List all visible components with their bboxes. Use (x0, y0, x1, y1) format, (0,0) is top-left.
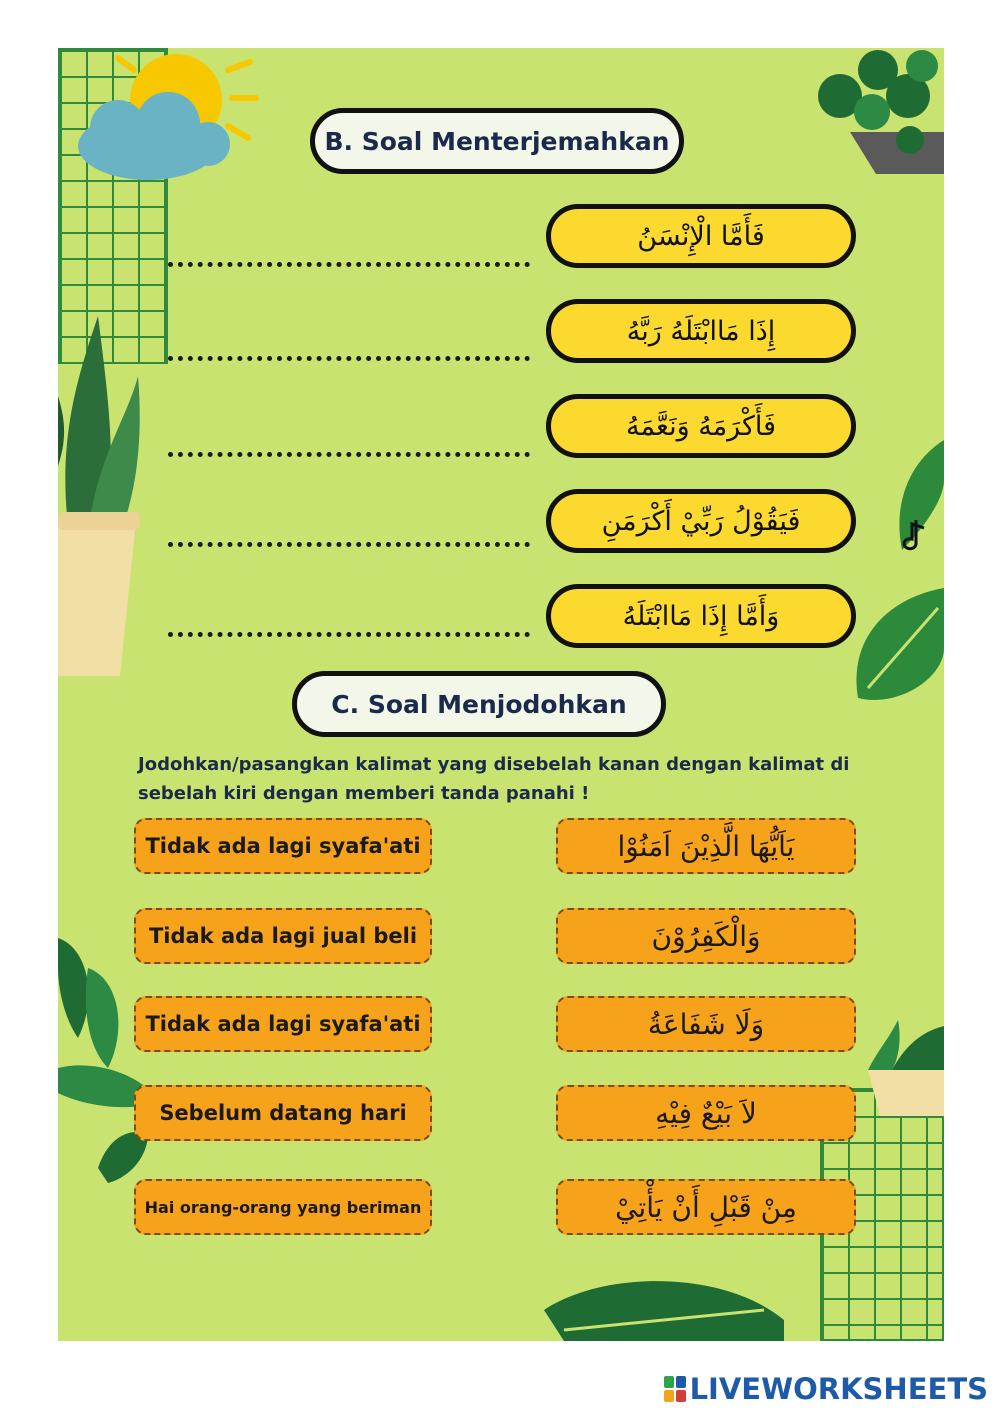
section-c-title: C. Soal Menjodohkan (292, 671, 666, 737)
match-left-2[interactable]: Tidak ada lagi jual beli (134, 908, 432, 964)
liveworksheets-logo (664, 1372, 988, 1406)
match-left-1[interactable]: Tidak ada lagi syafa'ati (134, 818, 432, 874)
match-right-3[interactable]: وَلَا شَفَاعَةُ (556, 996, 856, 1052)
liveworksheets-logo-icon (664, 1376, 686, 1402)
match-right-1[interactable]: يَاَيُّهَا الَّذِيْنَ اَمَنُوْا (556, 818, 856, 874)
instruction-text (138, 750, 858, 808)
answer-line-1[interactable] (168, 262, 530, 267)
arabic-phrase-4: فَيَقُوْلُ رَبِّيْ أَكْرَمَنِ (546, 489, 856, 553)
brand-name: LIVEWORKSHEETS (689, 1372, 988, 1406)
instruction-line-2: sebelah kiri dengan memberi tanda panahi ! (138, 783, 590, 804)
arabic-phrase-3: فَأَكْرَمَهُ وَنَعَّمَهُ (546, 394, 856, 458)
answer-line-4[interactable] (168, 542, 530, 547)
answer-line-2[interactable] (168, 356, 530, 361)
bottom-leaf-icon (544, 1270, 784, 1341)
snake-plant-icon (58, 316, 148, 676)
section-b-title: B. Soal Menterjemahkan (310, 108, 684, 174)
arabic-phrase-5: وَأَمَّا إِذَا مَاابْتَلَهُ (546, 584, 856, 648)
leafy-plant-icon (58, 928, 168, 1188)
small-pot-plant-icon (858, 1020, 944, 1120)
match-left-3[interactable]: Tidak ada lagi syafa'ati (134, 996, 432, 1052)
answer-line-3[interactable] (168, 452, 530, 457)
worksheet-page (58, 48, 944, 1341)
potted-plant-icon (810, 48, 944, 188)
sun-cloud-icon (58, 48, 268, 198)
arabic-phrase-1: فَأَمَّا الْإِنْسَنُ (546, 204, 856, 268)
arabic-phrase-2: إِذَا مَاابْتَلَهُ رَبَّهُ (546, 299, 856, 363)
match-right-5[interactable]: مِنْ قَبْلِ أَنْ يَأْتِيْ (556, 1179, 856, 1235)
answer-line-5[interactable] (168, 632, 530, 637)
match-right-4[interactable]: لاَ بَيْعٌ فِيْهِ (556, 1085, 856, 1141)
match-left-5[interactable]: Hai orang-orang yang beriman (134, 1179, 432, 1235)
instruction-line-1: Jodohkan/pasangkan kalimat yang disebelah kanan dengan kalimat di (138, 754, 850, 775)
match-right-2[interactable]: وَالْكَفِرُوْنَ (556, 908, 856, 964)
monstera-leaf-icon (848, 588, 944, 708)
music-note-icon (898, 518, 928, 554)
match-left-4[interactable]: Sebelum datang hari (134, 1085, 432, 1141)
